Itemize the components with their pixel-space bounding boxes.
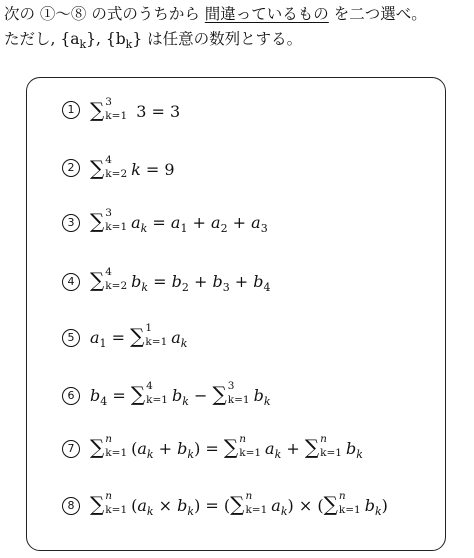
question-tail: を二つ選べ。 [328, 5, 427, 23]
item-number: 5 [62, 329, 80, 347]
question-lead: 次の ①〜⑧ の式のうちから [4, 5, 205, 23]
formula-6-expr: $b_4$ = ∑ 4 k=1 $b_k$ − ∑ 3 k=1 $b_k$ [90, 380, 271, 409]
item-number: 4 [62, 273, 80, 291]
formula-2-expr: ∑ 4 k=2 k = 9 [90, 154, 175, 180]
condition-a: ただし, {$a_k$ [4, 30, 87, 52]
formula-7-expr: ∑ n k=1 $(a_k + b_k)$ = ∑ n k=1 $a_k$ + ∑ n k=1 $b_k$ [90, 433, 363, 462]
item-number: 1 [62, 101, 80, 119]
formula-box [26, 77, 446, 551]
formula-6 [62, 381, 271, 411]
item-number: 3 [62, 214, 80, 232]
question-emphasis: 間違っているもの [204, 5, 329, 23]
condition-b: }, {$b_k$ [86, 30, 133, 52]
question-line-1 [4, 2, 472, 27]
item-number: 6 [62, 387, 80, 405]
item-number: 8 [62, 497, 80, 515]
formula-3 [62, 208, 268, 238]
formula-2 [62, 153, 175, 183]
condition-tail: } は任意の数列とする。 [132, 30, 303, 48]
item-number: 7 [62, 440, 80, 458]
formula-3-expr: ∑ 3 k=1 $a_k = a_1 + a_2 + a_3$ [90, 207, 268, 236]
formula-4 [62, 267, 271, 297]
question-text [4, 2, 472, 57]
formula-4-expr: ∑ 4 k=2 $b_k = b_2 + b_3 + b_4$ [90, 266, 271, 295]
formula-1-expr: ∑ 3 k=1 3 = 3 [90, 96, 181, 122]
formula-8 [62, 491, 388, 521]
formula-1 [62, 95, 180, 125]
formula-7 [62, 434, 363, 464]
formula-5 [62, 323, 187, 353]
formula-5-expr: $a_1$ = ∑ 1 k=1 $a_k$ [90, 322, 188, 351]
item-number: 2 [62, 159, 80, 177]
question-line-2 [4, 27, 472, 57]
formula-8-expr: ∑ n k=1 $(a_k \times b_k)$ = ( ∑ n k=1 $a_k$) × ( ∑ n k=1 $b_k$) [90, 490, 388, 519]
